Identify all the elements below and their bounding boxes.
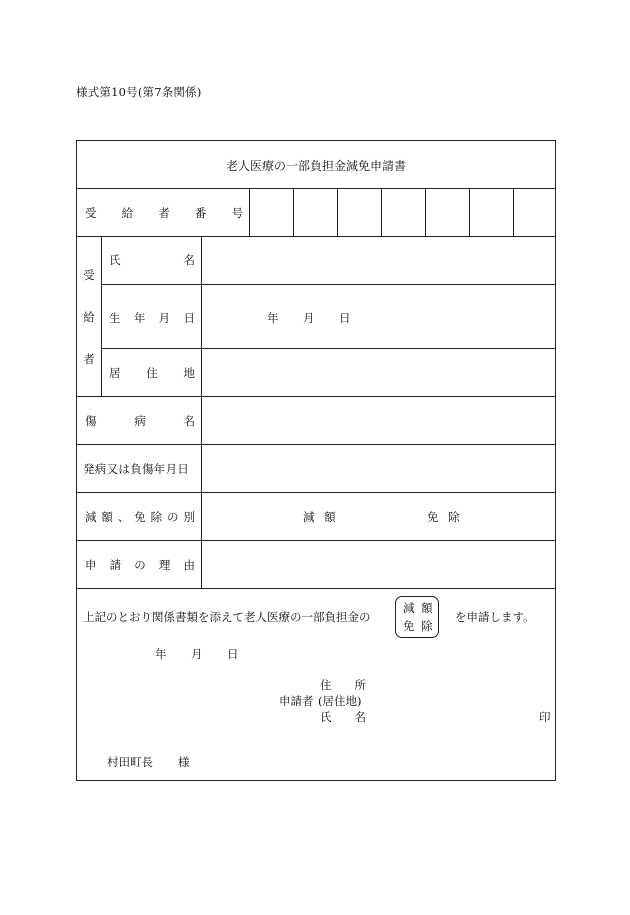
addressee: 村田町長 xyxy=(107,755,153,769)
declaration-option-exemption[interactable]: 免 除 xyxy=(403,619,433,633)
dob-field[interactable] xyxy=(202,285,555,348)
seal-mark: 印 xyxy=(539,710,551,724)
residence-paren: (居住地) xyxy=(318,694,362,708)
application-date-month: 月 xyxy=(191,647,203,661)
honorific: 様 xyxy=(178,755,190,769)
declaration-text-after: を申請します。 xyxy=(455,610,535,624)
recipient-number-label: 受 給 者 番 号 xyxy=(85,206,243,220)
type-option-reduction[interactable]: 減 額 xyxy=(303,510,336,524)
residence-label: 居 住 地 xyxy=(109,366,195,380)
dob-year: 年 xyxy=(267,311,279,325)
disease-label: 傷 病 名 xyxy=(85,414,195,428)
reason-label: 申 請 の 理 由 xyxy=(85,558,195,572)
disease-field[interactable] xyxy=(202,397,555,444)
name-field[interactable] xyxy=(202,237,555,284)
group-divider xyxy=(101,236,102,396)
applicant-label: 申請者 xyxy=(279,694,314,708)
residence-field[interactable] xyxy=(202,349,555,396)
dob-label: 生 年 月 日 xyxy=(109,311,195,325)
row-divider xyxy=(77,492,555,493)
application-date-year: 年 xyxy=(155,647,167,661)
application-form xyxy=(76,140,556,781)
dob-day: 日 xyxy=(339,311,351,325)
applicant-name-label: 氏 名 xyxy=(320,710,366,724)
type-option-exemption[interactable]: 免 除 xyxy=(427,510,460,524)
reason-field[interactable] xyxy=(202,541,555,588)
recipient-number-box[interactable] xyxy=(250,189,555,236)
row-divider xyxy=(77,588,555,589)
form-title: 老人医療の一部負担金減免申請書 xyxy=(225,159,406,173)
type-label: 減 額 、 免 除 の 別 xyxy=(85,510,195,524)
recipient-group-label: 受 給 者 xyxy=(83,268,95,366)
onset-date-field[interactable] xyxy=(202,445,555,492)
form-number: 様式第10号(第7条関係) xyxy=(76,85,202,99)
onset-label: 発病又は負傷年月日 xyxy=(83,462,190,476)
dob-month: 月 xyxy=(303,311,315,325)
name-label: 氏 名 xyxy=(109,253,195,267)
application-date-day: 日 xyxy=(227,647,239,661)
declaration-option-reduction[interactable]: 減 額 xyxy=(403,601,433,615)
declaration-text: 上記のとおり関係書類を添えて老人医療の一部負担金の xyxy=(83,610,371,624)
address-label: 住 所 xyxy=(320,678,366,692)
